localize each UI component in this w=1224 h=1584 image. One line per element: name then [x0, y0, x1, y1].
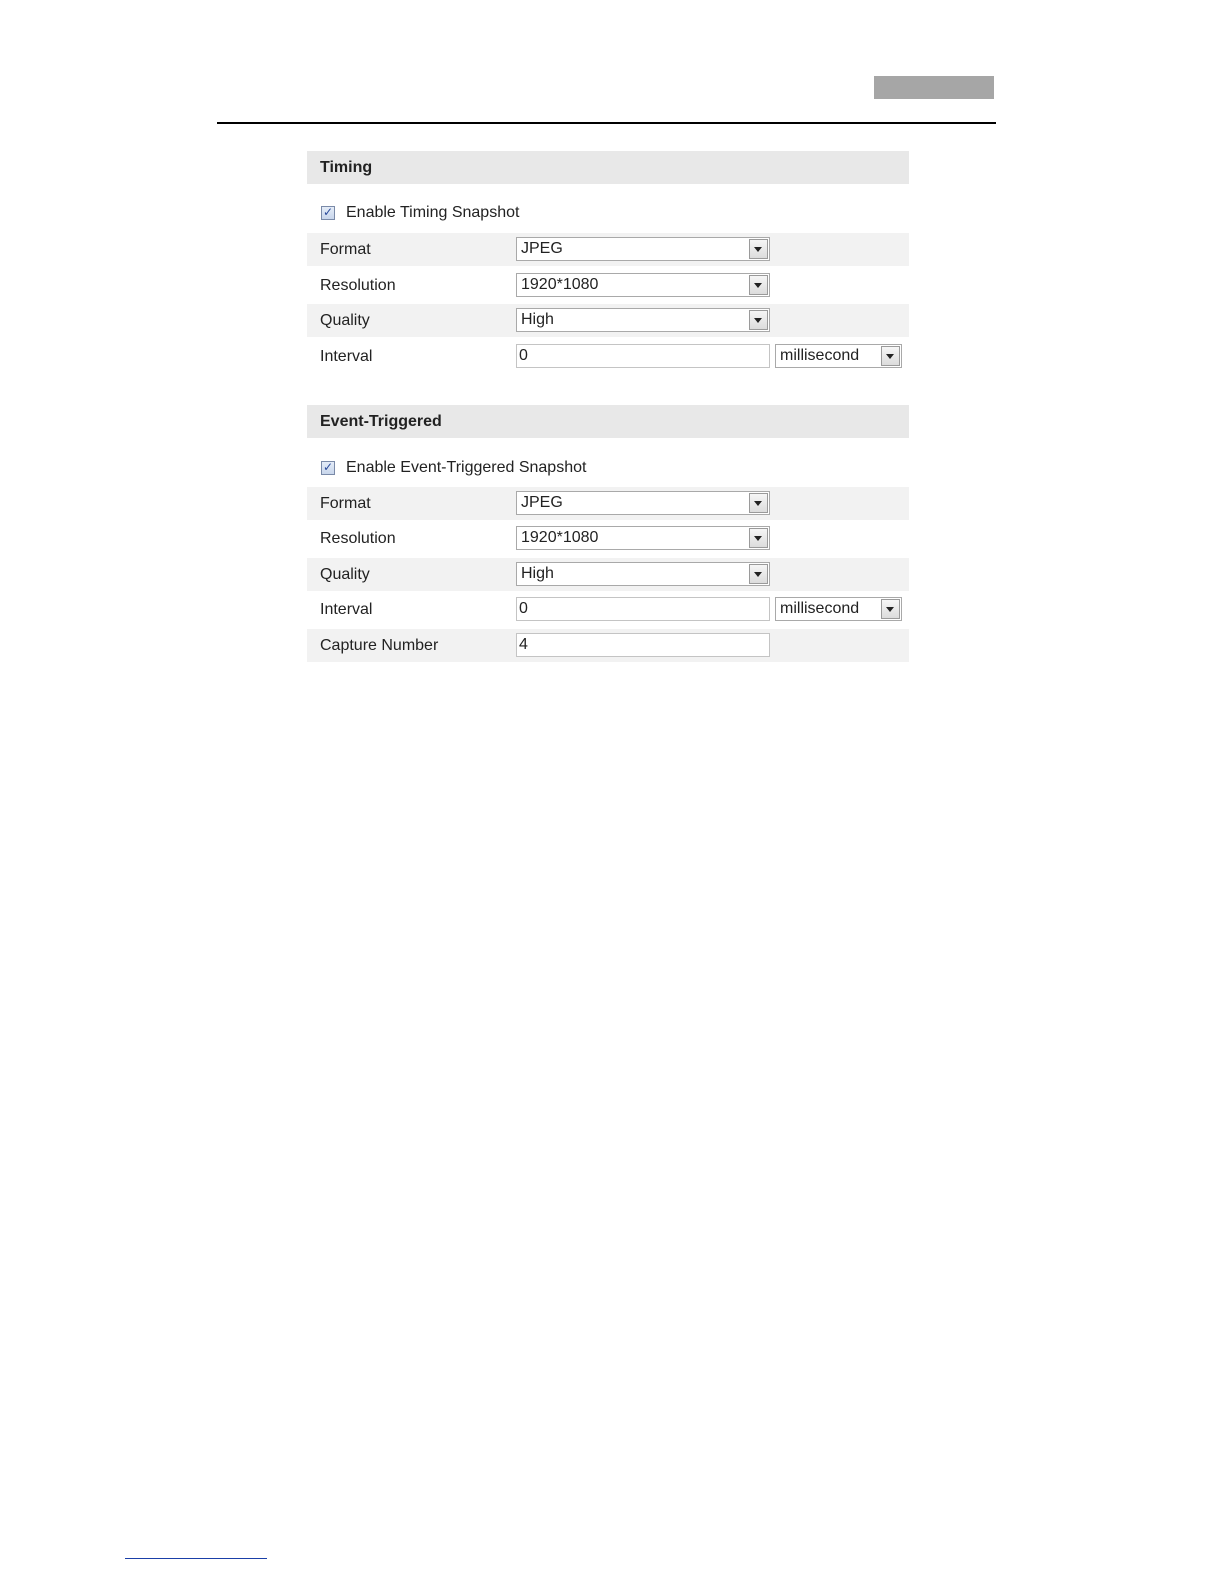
enable-event-snapshot-row [307, 456, 909, 480]
timing-quality-value: High [521, 311, 554, 328]
timing-resolution-row [307, 269, 909, 302]
event-resolution-row [307, 522, 909, 555]
chevron-down-icon[interactable] [749, 528, 768, 548]
event-format-select[interactable] [516, 491, 770, 515]
timing-quality-row [307, 304, 909, 337]
event-resolution-select[interactable] [516, 526, 770, 550]
timing-format-value: JPEG [521, 240, 563, 257]
event-capture-number-input[interactable] [516, 633, 770, 657]
event-quality-value: High [521, 565, 554, 582]
enable-event-snapshot-checkbox[interactable] [321, 461, 335, 475]
footer-divider [125, 1558, 267, 1559]
checkmark-icon: ✓ [323, 460, 334, 474]
chevron-down-icon[interactable] [749, 493, 768, 513]
timing-format-row [307, 233, 909, 266]
timing-interval-row [307, 340, 909, 373]
enable-timing-snapshot-row [307, 201, 909, 225]
event-format-value: JPEG [521, 494, 563, 511]
event-capture-number-row [307, 629, 909, 662]
event-quality-label: Quality [320, 566, 370, 583]
chevron-down-icon[interactable] [749, 275, 768, 295]
event-interval-row [307, 593, 909, 626]
timing-resolution-select[interactable] [516, 273, 770, 297]
checkmark-icon: ✓ [323, 205, 334, 219]
event-capture-number-label: Capture Number [320, 637, 439, 654]
event-quality-select[interactable] [516, 562, 770, 586]
event-triggered-section-title: Event-Triggered [307, 405, 909, 438]
event-interval-unit-select[interactable] [775, 597, 902, 621]
enable-event-snapshot-label: Enable Event-Triggered Snapshot [346, 459, 587, 476]
timing-interval-label: Interval [320, 348, 373, 365]
chevron-down-icon[interactable] [881, 599, 900, 619]
timing-format-label: Format [320, 241, 371, 258]
timing-resolution-label: Resolution [320, 277, 396, 294]
event-resolution-label: Resolution [320, 530, 396, 547]
chevron-down-icon[interactable] [749, 310, 768, 330]
timing-interval-unit-select[interactable] [775, 344, 902, 368]
chevron-down-icon[interactable] [749, 239, 768, 259]
event-resolution-value: 1920*1080 [521, 529, 599, 546]
enable-timing-snapshot-label: Enable Timing Snapshot [346, 204, 520, 221]
event-interval-unit-value: millisecond [780, 600, 860, 617]
event-format-row [307, 487, 909, 520]
timing-quality-select[interactable] [516, 308, 770, 332]
event-interval-input[interactable] [516, 597, 770, 621]
chevron-down-icon[interactable] [881, 346, 900, 366]
enable-timing-snapshot-checkbox[interactable] [321, 206, 335, 220]
timing-section-title: Timing [307, 151, 909, 184]
event-interval-label: Interval [320, 601, 373, 618]
timing-interval-unit-value: millisecond [780, 347, 860, 364]
header-tab-block [874, 76, 994, 99]
header-divider [217, 122, 996, 124]
timing-format-select[interactable] [516, 237, 770, 261]
timing-quality-label: Quality [320, 312, 370, 329]
chevron-down-icon[interactable] [749, 564, 768, 584]
timing-resolution-value: 1920*1080 [521, 276, 599, 293]
event-quality-row [307, 558, 909, 591]
event-format-label: Format [320, 495, 371, 512]
timing-interval-input[interactable] [516, 344, 770, 368]
